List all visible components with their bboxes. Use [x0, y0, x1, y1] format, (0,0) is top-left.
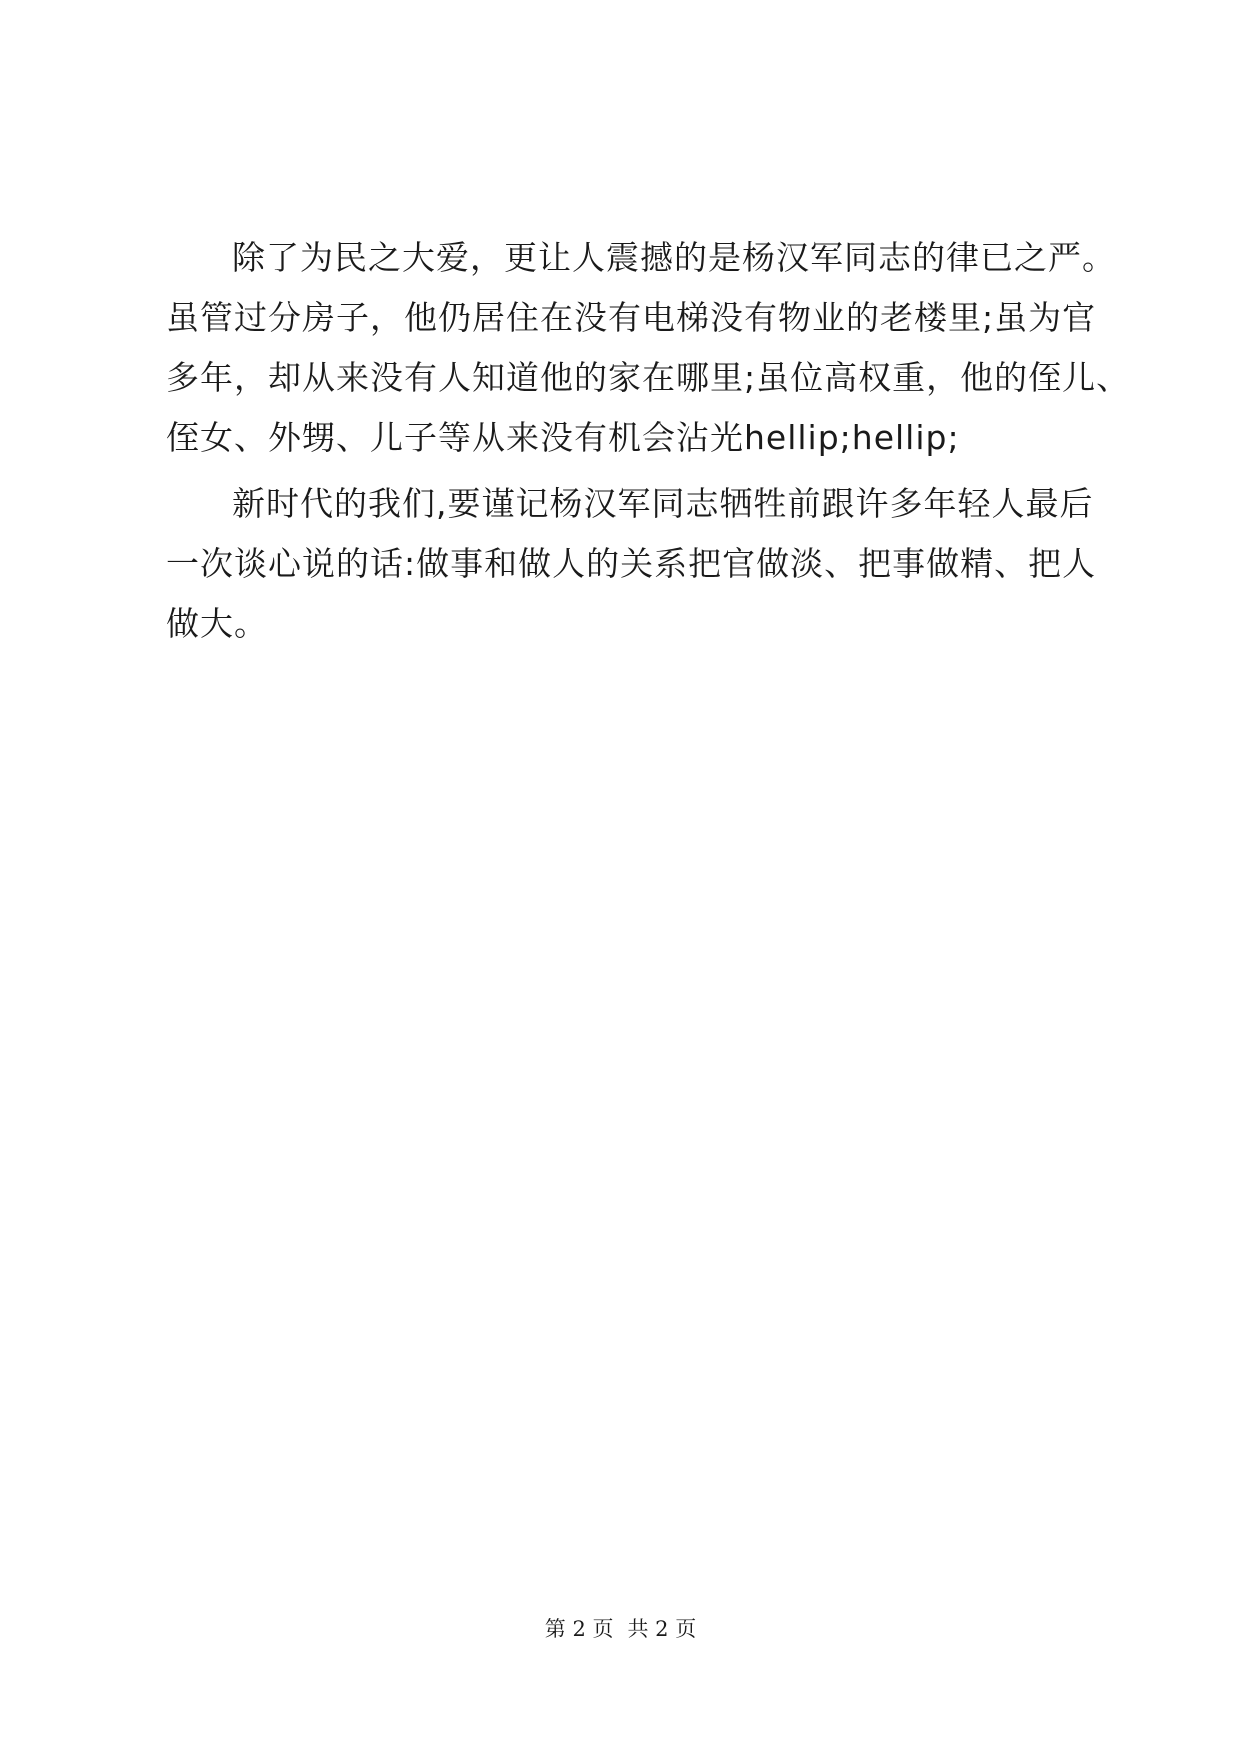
paragraph-line: 侄女、外甥、儿子等从来没有机会沾光hellip;hellip; — [166, 418, 960, 457]
page-footer — [0, 1615, 1241, 1643]
page-number: 第 2 页 — [544, 1617, 614, 1641]
paragraph-line: 多年，却从来没有人知道他的家在哪里;虽位高权重，他的侄儿、 — [166, 358, 1131, 397]
paragraph-line: 一次谈心说的话:做事和做人的关系把官做淡、把事做精、把人 — [166, 544, 1097, 583]
paragraph-line: 新时代的我们,要谨记杨汉军同志牺牲前跟许多年轻人最后 — [232, 484, 1094, 523]
paragraph-line: 做大。 — [166, 604, 268, 643]
page-total: 共 2 页 — [627, 1617, 697, 1641]
paragraph-line: 除了为民之大爱，更让人震撼的是杨汉军同志的律已之严。 — [232, 238, 1116, 277]
paragraph-line: 虽管过分房子，他仍居住在没有电梯没有物业的老楼里;虽为官 — [166, 298, 1097, 337]
